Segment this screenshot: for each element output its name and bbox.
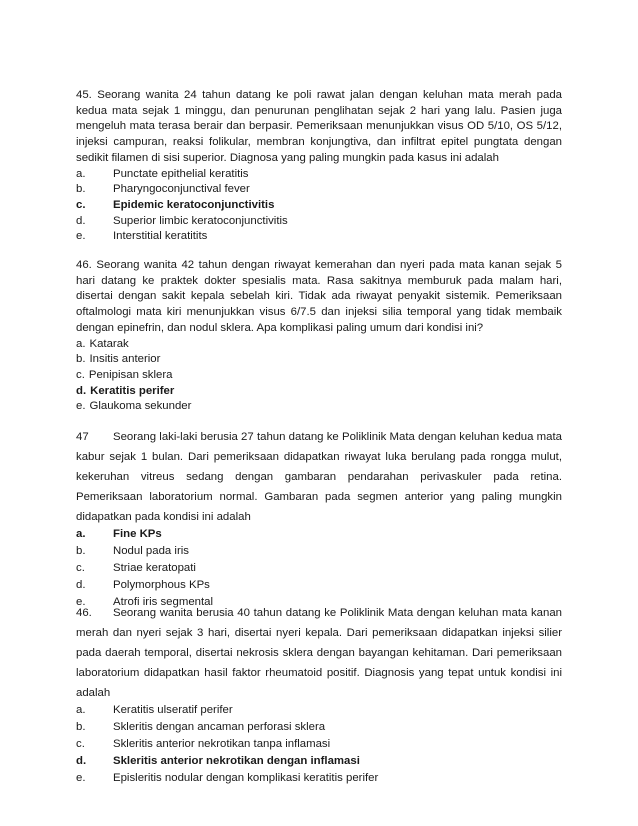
option-letter: c.: [76, 738, 85, 750]
option-a-answer: [76, 526, 562, 543]
option-text: Epidemic keratoconjunctivitis: [113, 198, 275, 211]
option-d-answer: [76, 753, 562, 770]
question-number: 45.: [76, 89, 92, 101]
option-b: [76, 182, 562, 198]
option-text: Keratitis ulseratif perifer: [113, 704, 233, 716]
option-a: [76, 702, 562, 719]
question-text: Seorang laki-laki berusia 27 tahun datang ke Poliklinik Mata dengan keluhan kedua mata kabur sejak 1 bulan. Dari pemeriksaan didapatkan riwayat luka berulang pada rongga mulut, kekeruhan vitreus sedang dengan gambaran pendarahan perivaskuler pada retina. Pemeriksaan laboratorium normal. Gambaran pada segmen anterior yang paling mungkin didapatkan pada kondisi ini adalah: [76, 431, 562, 523]
option-letter: d.: [76, 384, 87, 397]
option-text: Polymorphous KPs: [113, 579, 210, 591]
question-number: 47: [76, 431, 89, 443]
option-a: [76, 167, 562, 183]
option-letter: c.: [76, 562, 85, 574]
option-letter: a.: [76, 704, 86, 716]
option-list: [76, 526, 562, 611]
option-d: [76, 577, 562, 594]
question-45: [76, 88, 562, 245]
question-text: Seorang wanita berusia 40 tahun datang ke Poliklinik Mata dengan keluhan mata kanan merah dan nyeri sejak 3 hari, disertai nyeri kepala. Dari pemeriksaan didapatkan injeksi silier pada daerah temporal, disertai nekrosis sklera dengan bayangan kehitaman. Dari pemeriksaan laboratorium didapatkan hasil faktor rheumatoid positif. Diagnosis yang tepat untuk kondisi ini adalah: [76, 607, 562, 699]
option-list: [76, 167, 562, 246]
option-text: Katarak: [89, 337, 129, 350]
option-text: Skleritis anterior nekrotikan dengan inflamasi: [113, 755, 360, 767]
option-text: Punctate epithelial keratitis: [113, 167, 249, 180]
option-letter: d.: [76, 755, 87, 767]
question-47: [76, 427, 562, 611]
option-text: Insitis anterior: [89, 353, 161, 366]
option-text: Penipisan sklera: [88, 368, 173, 381]
question-number: 46.: [76, 607, 92, 619]
option-c: [76, 560, 562, 577]
option-text: Keratitis perifer: [90, 384, 175, 397]
option-letter: a.: [76, 167, 86, 180]
option-text: Nodul pada iris: [113, 545, 189, 557]
option-letter: e.: [76, 400, 86, 413]
question-text: Seorang wanita 42 tahun dengan riwayat kemerahan dan nyeri pada mata kanan sejak 5 hari datang ke praktek dokter spesialis mata. Rasa sakitnya memburuk pada malam hari, disertai dengan sakit kepala sebelah kiri. Tidak ada riwayat penyakit sistemik. Pemeriksaan oftalmologi mata kiri menunjukkan visus 6/7.5 dan injeksi silia temporal yang tidak membaik dengan epinefrin, dan nodul sklera. Apa komplikasi paling umum dari kondisi ini?: [76, 259, 562, 334]
option-letter: d.: [76, 214, 86, 227]
question-stem: [76, 88, 562, 167]
question-46: [76, 258, 562, 415]
option-c: [76, 736, 562, 753]
option-letter: b.: [76, 721, 86, 733]
option-text: Pharyngoconjunctival fever: [113, 183, 250, 196]
option-text: Superior limbic keratoconjunctivitis: [113, 214, 288, 227]
option-text: Skleritis dengan ancaman perforasi sklera: [113, 721, 326, 733]
option-letter: e.: [76, 596, 86, 608]
option-text: Interstitial keratitits: [113, 230, 208, 243]
question-number: 46.: [76, 259, 92, 271]
question-stem: [76, 258, 562, 337]
option-letter: a.: [76, 528, 86, 540]
question-stem: [76, 603, 562, 703]
option-letter: a.: [76, 337, 86, 350]
option-letter: c.: [76, 368, 85, 381]
option-letter: c.: [76, 198, 86, 211]
option-letter: e.: [76, 230, 86, 243]
option-list: [76, 337, 562, 416]
option-text: Skleritis anterior nekrotikan tanpa inflamasi: [113, 738, 331, 750]
option-d-answer: [76, 384, 562, 400]
option-letter: b.: [76, 545, 86, 557]
option-text: Atrofi iris segmental: [113, 596, 214, 608]
option-letter: d.: [76, 579, 86, 591]
option-b: [76, 719, 562, 736]
option-e: [76, 770, 562, 787]
option-e: [76, 229, 562, 245]
question-48: [76, 603, 562, 787]
question-text: Seorang wanita 24 tahun datang ke poli rawat jalan dengan keluhan mata merah pada kedua mata sejak 1 minggu, dan penurunan penglihatan sejak 2 hari yang lalu. Pasien juga mengeluh mata terasa berair dan berpasir. Pemeriksaan menunjukkan visus OD 5/10, OS 5/12, injeksi campuran, reaksi folikular, membran konjungtiva, dan infiltrat epitel pungtata dengan sedikit filamen di sisi superior. Diagnosa yang paling mungkin pada kasus ini adalah: [76, 89, 562, 164]
option-b: [76, 352, 562, 368]
option-c-answer: [76, 198, 562, 214]
option-e: [76, 399, 562, 415]
option-text: Striae keratopati: [113, 562, 196, 574]
option-a: [76, 337, 562, 353]
option-d: [76, 214, 562, 230]
option-c: [76, 368, 562, 384]
option-b: [76, 543, 562, 560]
option-list: [76, 702, 562, 787]
option-text: Fine KPs: [113, 528, 162, 540]
option-letter: b.: [76, 353, 86, 366]
option-letter: e.: [76, 772, 86, 784]
question-stem: [76, 427, 562, 527]
option-text: Episleritis nodular dengan komplikasi keratitis perifer: [113, 772, 379, 784]
option-text: Glaukoma sekunder: [89, 400, 192, 413]
option-letter: b.: [76, 183, 86, 196]
